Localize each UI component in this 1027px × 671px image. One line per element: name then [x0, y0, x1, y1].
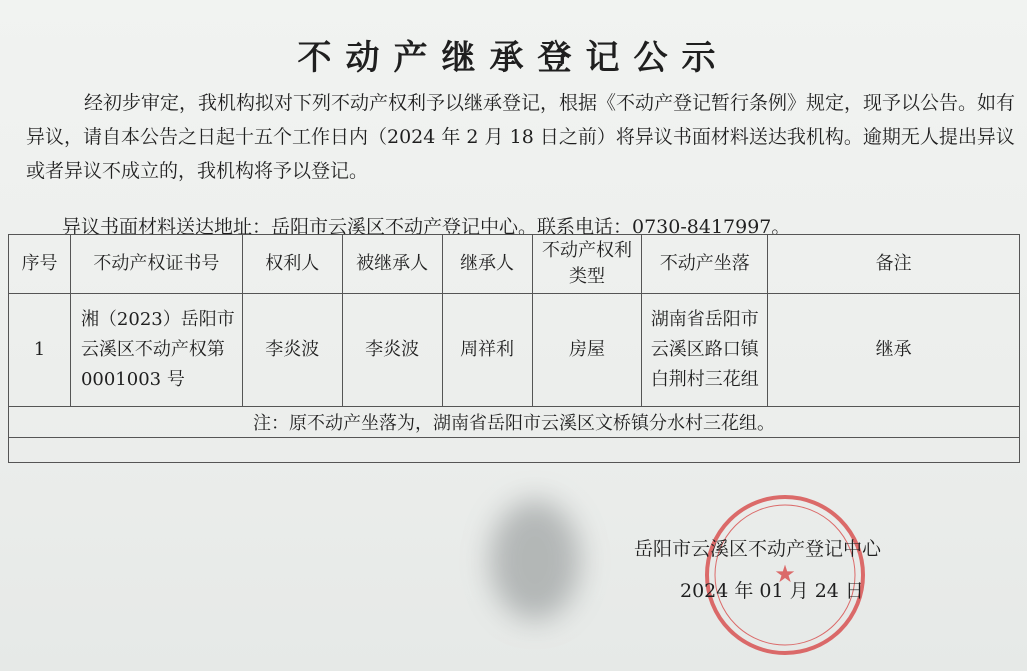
header-cell: 不动产坐落 [642, 235, 768, 294]
header-cell: 不动产权证书号 [70, 235, 242, 294]
photo-smudge [490, 500, 580, 620]
header-cell: 被继承人 [342, 235, 442, 294]
cell-right-type: 房屋 [532, 294, 642, 407]
notice-paragraph: 经初步审定，我机构拟对下列不动产权利予以继承登记，根据《不动产登记暂行条例》规定，现予以公告。如有异议，请自本公告之日起十五个工作日内（2024 年 2 月 18 日之前）将异议书面材料送达我机构。逾期无人提出异议或者异议不成立的，我机构将予以登记。 [26, 92, 1016, 182]
cell-no: 1 [9, 294, 71, 407]
signing-date: 2024 年 01 月 24 日 [680, 580, 864, 602]
blank-cell [9, 438, 1020, 463]
cell-cert-no: 湘（2023）岳阳市云溪区不动产权第 0001003 号 [70, 294, 242, 407]
table-note: 注：原不动产坐落为，湖南省岳阳市云溪区文桥镇分水村三花组。 [9, 407, 1020, 438]
table-row [9, 294, 1020, 407]
header-cell: 备注 [768, 235, 1020, 294]
header-cell: 权利人 [242, 235, 342, 294]
header-cell: 继承人 [442, 235, 532, 294]
header-cell: 不动产权利类型 [532, 235, 642, 294]
cell-right-holder: 李炎波 [242, 294, 342, 407]
official-seal-icon [700, 490, 870, 660]
cell-decedent: 李炎波 [342, 294, 442, 407]
address-line: 异议书面材料送达地址：岳阳市云溪区不动产登记中心。联系电话：0730-8417997。 [62, 216, 791, 238]
cell-location: 湖南省岳阳市云溪区路口镇白荆村三花组 [642, 294, 768, 407]
svg-text:★: ★ [774, 560, 796, 588]
header-cell: 序号 [9, 235, 71, 294]
cell-remark: 继承 [768, 294, 1020, 407]
page-title: 不动产继承登记公示 [297, 38, 730, 78]
table-header-row [9, 235, 1020, 294]
signing-organization: 岳阳市云溪区不动产登记中心 [634, 538, 882, 560]
registration-table [8, 234, 1020, 463]
cell-heir: 周祥利 [442, 294, 532, 407]
table-note-row [9, 407, 1020, 438]
table-blank-row [9, 438, 1020, 463]
